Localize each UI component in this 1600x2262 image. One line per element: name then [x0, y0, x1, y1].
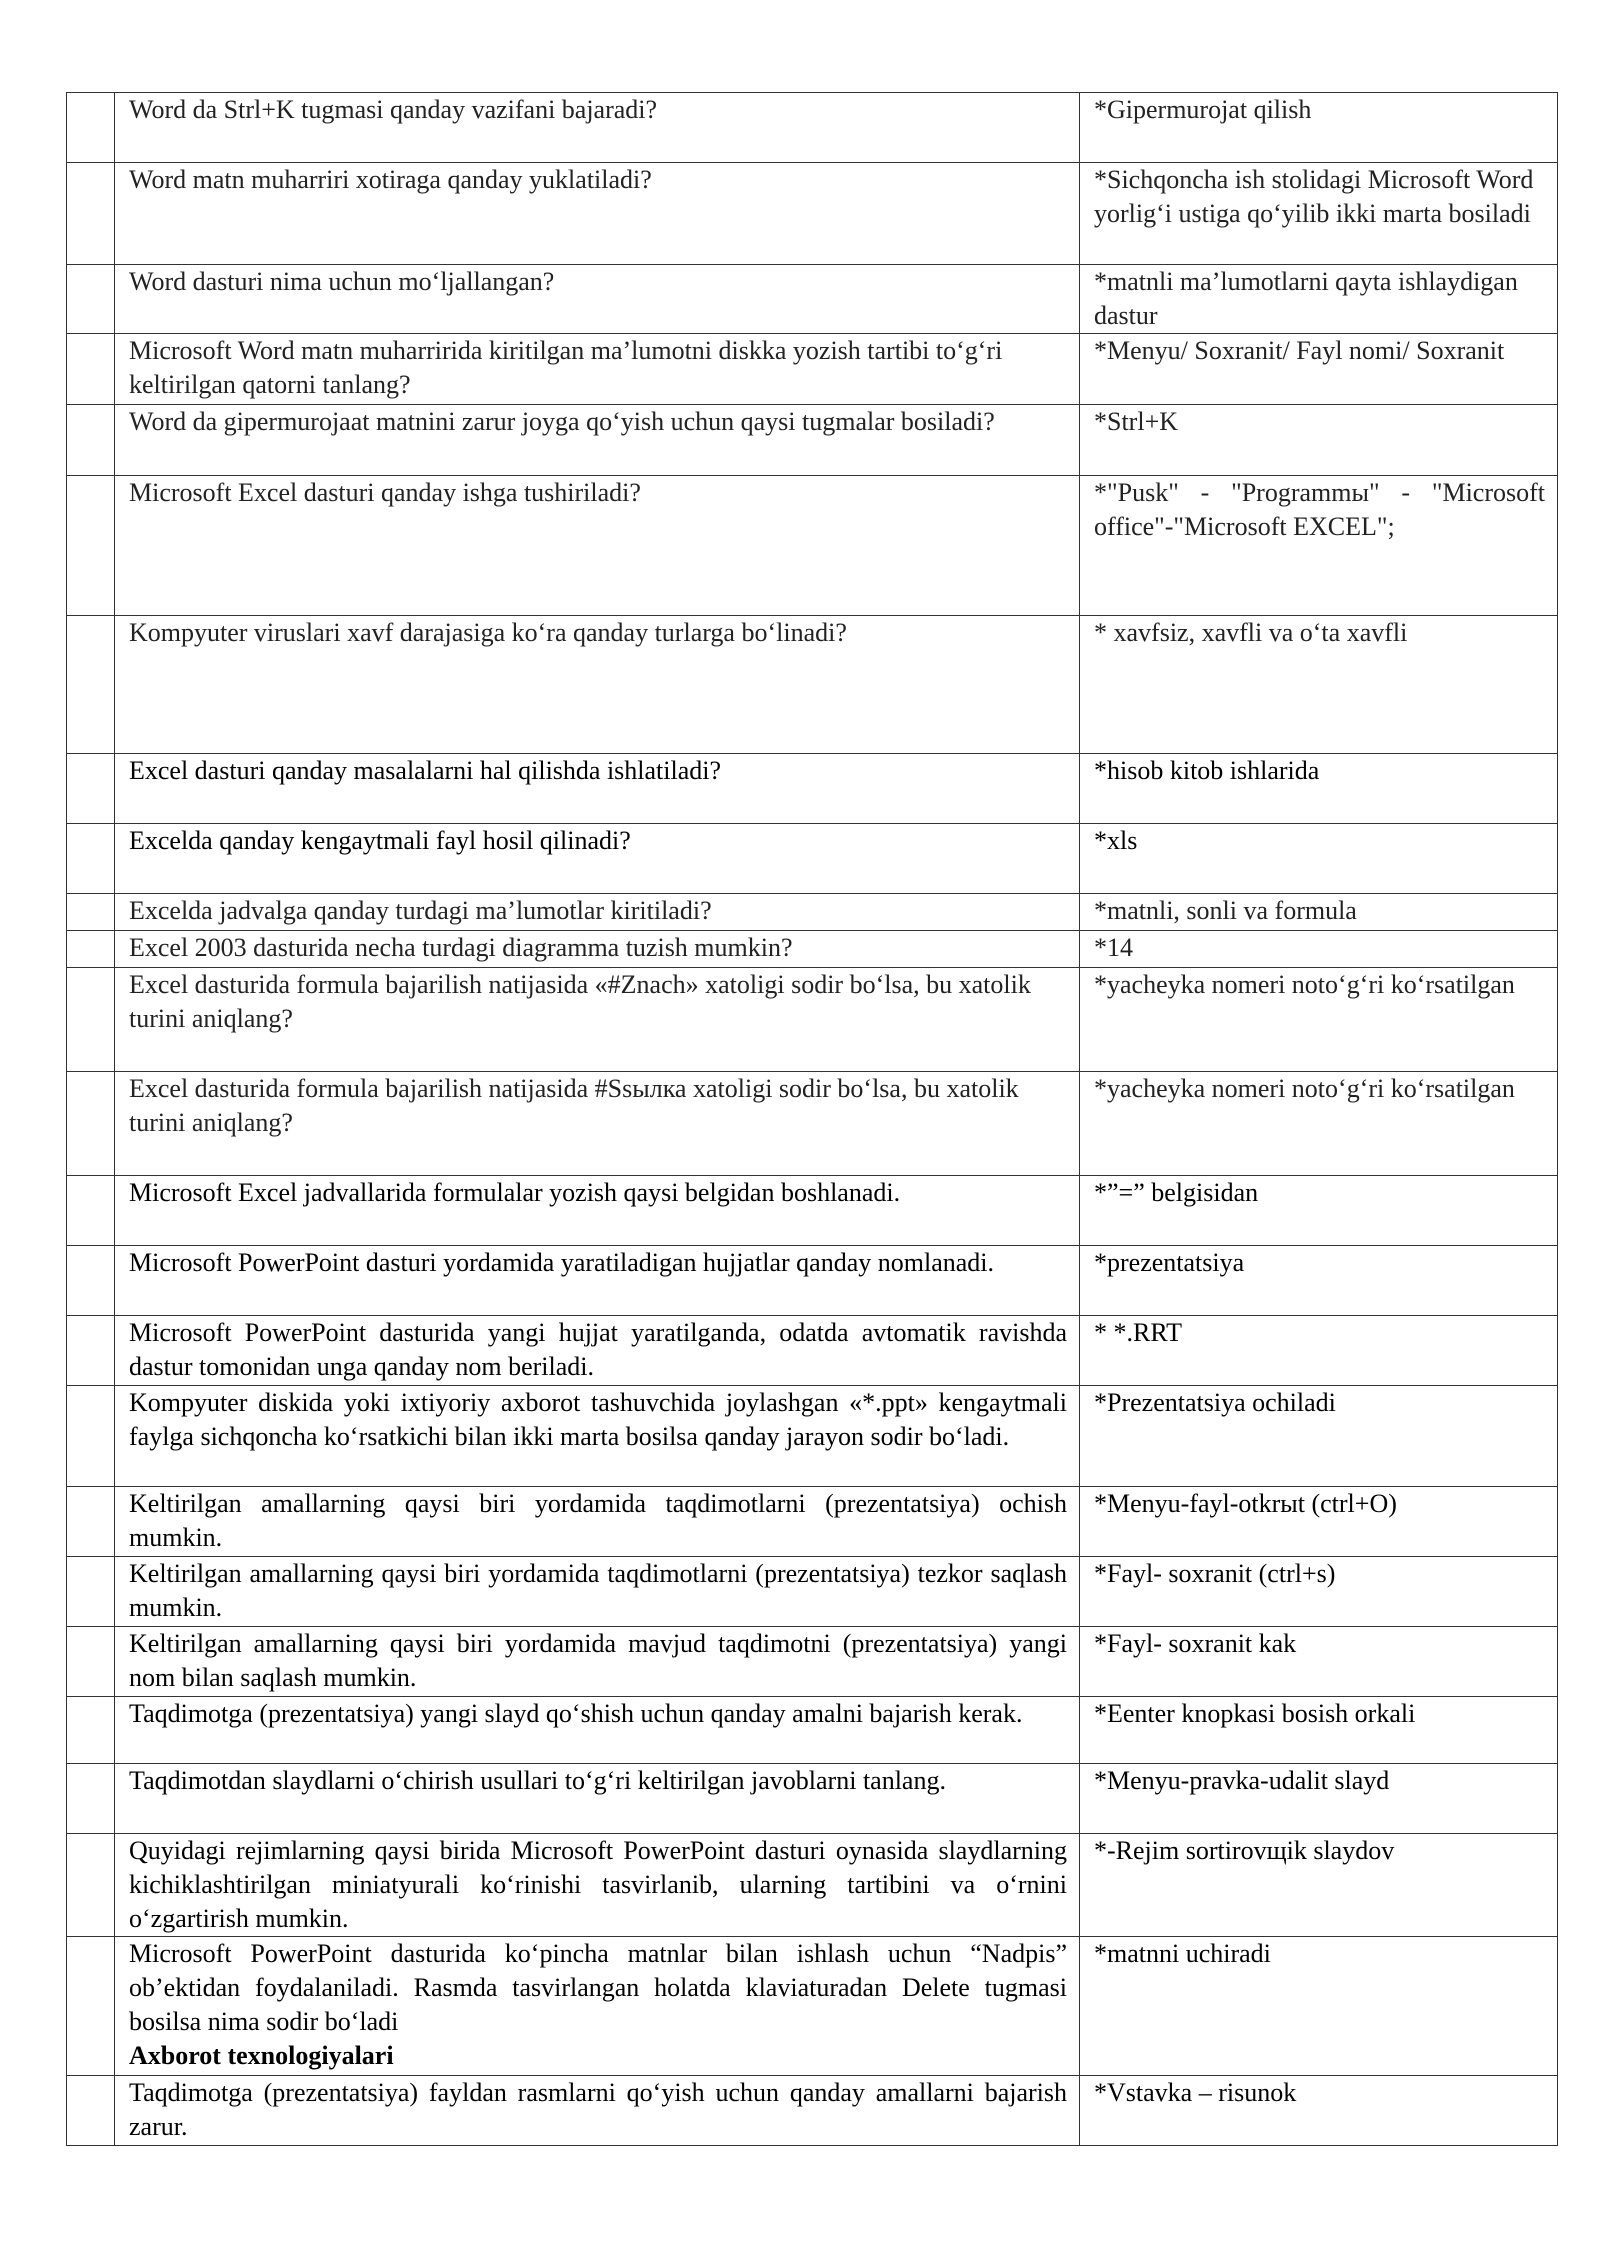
table-row	[67, 754, 1558, 824]
question-cell: Kompyuter viruslari xavf darajasiga ko‘ra qanday turlarga bo‘linadi?	[115, 616, 1080, 754]
row-number-cell	[67, 968, 115, 1072]
question-cell: Taqdimotga (prezentatsiya) fayldan rasmlarni qo‘yish uchun qanday amallarni bajarish zarur.	[115, 2076, 1080, 2146]
question-cell: Microsoft PowerPoint dasturida yangi hujjat yaratilganda, odatda avtomatik ravishda dastur tomonidan unga qanday nom beriladi.	[115, 1316, 1080, 1386]
answer-cell: *matnli, sonli va formula	[1080, 894, 1558, 931]
row-number-cell	[67, 824, 115, 894]
question-cell: Taqdimotga (prezentatsiya) yangi slayd qo‘shish uchun qanday amalni bajarish kerak.	[115, 1697, 1080, 1764]
question-cell: Keltirilgan amallarning qaysi biri yordamida taqdimotlarni (prezentatsiya) tezkor saqlash mumkin.	[115, 1557, 1080, 1627]
table-row	[67, 1937, 1558, 2076]
table-row	[67, 1627, 1558, 1697]
row-number-cell	[67, 1386, 115, 1487]
question-cell: Excel 2003 dasturida necha turdagi diagramma tuzish mumkin?	[115, 931, 1080, 968]
question-cell: Word da gipermurojaat matnini zarur joyga qo‘yish uchun qaysi tugmalar bosiladi?	[115, 405, 1080, 476]
row-number-cell	[67, 1937, 115, 2076]
answer-cell: *matnli ma’lumotlarni qayta ishlaydigan dastur	[1080, 265, 1558, 334]
table-row	[67, 1386, 1558, 1487]
answer-cell: *Gipermurojat qilish	[1080, 93, 1558, 163]
question-cell: Quyidagi rejimlarning qaysi birida Microsoft PowerPoint dasturi oynasida slaydlarning kichiklashtirilgan miniatyurali ko‘rinishi tasvirlanib, ularning tartibini va o‘rnini o‘zgartirish mumkin.	[115, 1834, 1080, 1937]
answer-cell: * xavfsiz, xavfli va o‘ta xavfli	[1080, 616, 1558, 754]
question-text: Microsoft PowerPoint dasturida ko‘pincha matnlar bilan ishlash uchun “Nadpis” ob’ektidan foydalaniladi. Rasmda tasvirlangan holatda klaviaturadan Delete tugmasi bosilsa nima sodir bo‘ladi	[129, 1939, 1067, 2036]
table-row	[67, 1176, 1558, 1246]
table-row	[67, 93, 1558, 163]
table-row	[67, 1697, 1558, 1764]
table-row	[67, 265, 1558, 334]
table-row	[67, 931, 1558, 968]
question-cell: Microsoft Excel jadvallarida formulalar yozish qaysi belgidan boshlanadi.	[115, 1176, 1080, 1246]
answer-cell: *Eenter knopkasi bosish orkali	[1080, 1697, 1558, 1764]
row-number-cell	[67, 1834, 115, 1937]
row-number-cell	[67, 2076, 115, 2146]
answer-cell: * *.RRT	[1080, 1316, 1558, 1386]
question-cell: Microsoft Word matn muharririda kiritilgan ma’lumotni diskka yozish tartibi to‘g‘ri keltirilgan qatorni tanlang?	[115, 334, 1080, 405]
table-row	[67, 968, 1558, 1072]
table-row	[67, 405, 1558, 476]
row-number-cell	[67, 1316, 115, 1386]
question-cell: Excelda qanday kengaytmali fayl hosil qilinadi?	[115, 824, 1080, 894]
answer-cell: *xls	[1080, 824, 1558, 894]
section-heading: Axborot texnologiyalari	[129, 2041, 394, 2070]
table-row	[67, 1834, 1558, 1937]
answer-cell: *Prezentatsiya ochiladi	[1080, 1386, 1558, 1487]
questions-table	[66, 92, 1558, 2146]
question-cell: Taqdimotdan slaydlarni o‘chirish usullari to‘g‘ri keltirilgan javoblarni tanlang.	[115, 1764, 1080, 1834]
row-number-cell	[67, 1627, 115, 1697]
row-number-cell	[67, 616, 115, 754]
table-row	[67, 1557, 1558, 1627]
row-number-cell	[67, 931, 115, 968]
question-cell: Microsoft Excel dasturi qanday ishga tushiriladi?	[115, 476, 1080, 616]
question-cell: Keltirilgan amallarning qaysi biri yordamida mavjud taqdimotni (prezentatsiya) yangi nom bilan saqlash mumkin.	[115, 1627, 1080, 1697]
answer-cell: *Menyu-pravka-udalit slayd	[1080, 1764, 1558, 1834]
answer-cell: *Fayl- soxranit (ctrl+s)	[1080, 1557, 1558, 1627]
answer-cell: *Vstavka – risunok	[1080, 2076, 1558, 2146]
row-number-cell	[67, 93, 115, 163]
row-number-cell	[67, 405, 115, 476]
answer-cell: *Menyu/ Soxranit/ Fayl nomi/ Soxranit	[1080, 334, 1558, 405]
answer-cell: *Menyu-fayl-otkrыt (ctrl+O)	[1080, 1487, 1558, 1557]
table-row	[67, 1764, 1558, 1834]
table-row	[67, 163, 1558, 265]
answer-cell: *yacheyka nomeri noto‘g‘ri ko‘rsatilgan	[1080, 968, 1558, 1072]
row-number-cell	[67, 1764, 115, 1834]
question-cell: Excel dasturida formula bajarilish natijasida #Ssылка xatoligi sodir bo‘lsa, bu xatolik turini aniqlang?	[115, 1072, 1080, 1176]
answer-cell: *Sichqoncha ish stolidagi Microsoft Word yorlig‘i ustiga qo‘yilib ikki marta bosiladi	[1080, 163, 1558, 265]
question-cell: Word matn muharriri xotiraga qanday yuklatiladi?	[115, 163, 1080, 265]
table-row	[67, 1316, 1558, 1386]
row-number-cell	[67, 1246, 115, 1316]
row-number-cell	[67, 1697, 115, 1764]
table-row	[67, 1246, 1558, 1316]
question-cell: Microsoft PowerPoint dasturi yordamida yaratiladigan hujjatlar qanday nomlanadi.	[115, 1246, 1080, 1316]
question-cell: Excelda jadvalga qanday turdagi ma’lumotlar kiritiladi?	[115, 894, 1080, 931]
question-cell: Excel dasturida formula bajarilish natijasida «#Znach» xatoligi sodir bo‘lsa, bu xatolik turini aniqlang?	[115, 968, 1080, 1072]
answer-cell: *yacheyka nomeri noto‘g‘ri ko‘rsatilgan	[1080, 1072, 1558, 1176]
answer-cell: *14	[1080, 931, 1558, 968]
question-cell: Word dasturi nima uchun mo‘ljallangan?	[115, 265, 1080, 334]
table-row	[67, 1072, 1558, 1176]
answer-cell: *hisob kitob ishlarida	[1080, 754, 1558, 824]
table-row	[67, 2076, 1558, 2146]
row-number-cell	[67, 754, 115, 824]
row-number-cell	[67, 334, 115, 405]
table-row	[67, 476, 1558, 616]
answer-cell: *Fayl- soxranit kak	[1080, 1627, 1558, 1697]
answer-cell: *”=” belgisidan	[1080, 1176, 1558, 1246]
row-number-cell	[67, 265, 115, 334]
question-cell: Word da Strl+K tugmasi qanday vazifani bajaradi?	[115, 93, 1080, 163]
question-cell	[115, 1937, 1080, 2076]
row-number-cell	[67, 1557, 115, 1627]
answer-cell: *-Rejim sortirovщik slaydov	[1080, 1834, 1558, 1937]
row-number-cell	[67, 1487, 115, 1557]
answer-cell: *prezentatsiya	[1080, 1246, 1558, 1316]
row-number-cell	[67, 1176, 115, 1246]
row-number-cell	[67, 163, 115, 265]
table-row	[67, 334, 1558, 405]
row-number-cell	[67, 894, 115, 931]
answer-cell: *matnni uchiradi	[1080, 1937, 1558, 2076]
question-cell: Kompyuter diskida yoki ixtiyoriy axborot tashuvchida joylashgan «*.ppt» kengaytmali faylga sichqoncha ko‘rsatkichi bilan ikki marta bosilsa qanday jarayon sodir bo‘ladi.	[115, 1386, 1080, 1487]
row-number-cell	[67, 1072, 115, 1176]
answer-cell: *Strl+K	[1080, 405, 1558, 476]
answer-cell: *"Pusk" - "Programmы" - "Microsoft office"-"Microsoft EXCEL";	[1080, 476, 1558, 616]
question-cell: Keltirilgan amallarning qaysi biri yordamida taqdimotlarni (prezentatsiya) ochish mumkin.	[115, 1487, 1080, 1557]
table-row	[67, 894, 1558, 931]
table-row	[67, 616, 1558, 754]
question-cell: Excel dasturi qanday masalalarni hal qilishda ishlatiladi?	[115, 754, 1080, 824]
row-number-cell	[67, 476, 115, 616]
table-row	[67, 1487, 1558, 1557]
table-row	[67, 824, 1558, 894]
